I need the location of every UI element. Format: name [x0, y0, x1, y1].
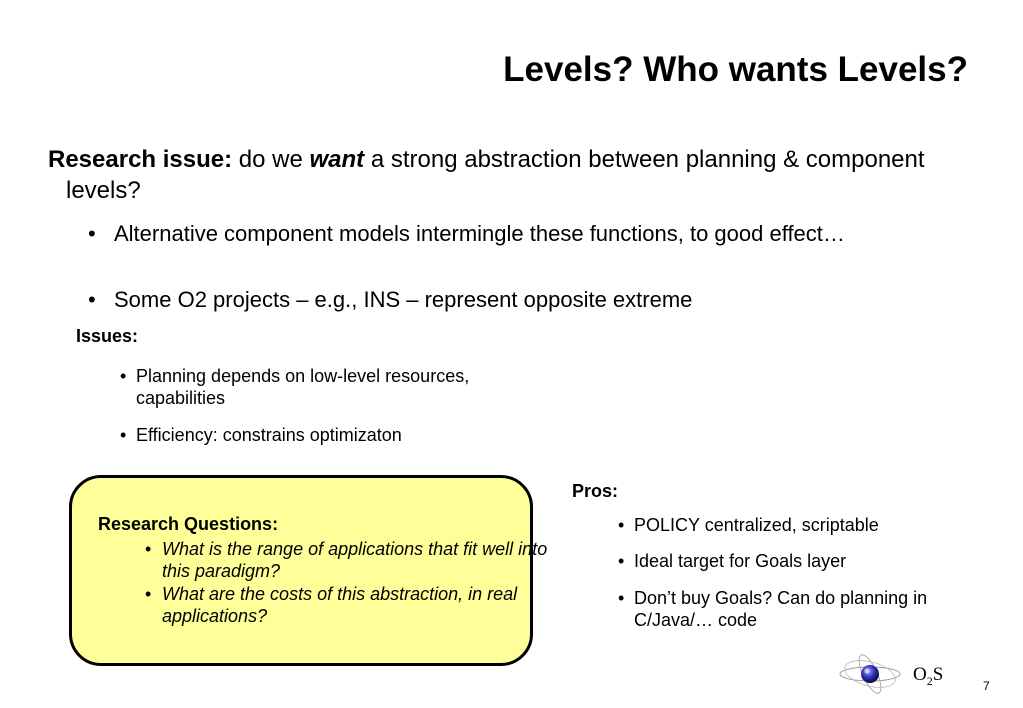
main-bullet [88, 220, 934, 247]
research-question-item [145, 583, 557, 627]
pros-item-text: POLICY centralized, scriptable [634, 515, 879, 535]
orbit-globe-icon [836, 650, 906, 698]
bullet-dot: • [120, 366, 127, 386]
bullet-dot: • [145, 539, 152, 559]
research-issue-emphasis: want [309, 146, 365, 173]
pros-item-text: Don’t buy Goals? Can do planning in C/Java/… code [634, 588, 928, 630]
bullet-dot: • [88, 221, 96, 246]
pros-heading: Pros: [572, 481, 619, 501]
research-questions-heading: Research Questions: [98, 514, 279, 534]
main-bullet [88, 286, 934, 313]
research-issue-text-after: a strong abstraction between planning & component levels? [66, 146, 925, 204]
bullet-dot: • [88, 287, 96, 312]
issue-item [120, 365, 476, 409]
slide-number: 7 [983, 679, 990, 693]
bullet-dot: • [145, 584, 152, 604]
issues-heading: Issues: [76, 326, 139, 346]
issue-item-text: Efficiency: constrains optimizaton [136, 425, 402, 445]
main-bullet-text: Alternative component models intermingle these functions, to good effect… [114, 221, 845, 246]
pros-item-text: Ideal target for Goals layer [634, 551, 847, 571]
o2s-logo-text [913, 664, 943, 689]
research-question-item [145, 538, 557, 582]
research-issue-label: Research issue: [48, 146, 233, 173]
bullet-dot: • [618, 551, 625, 571]
research-question-text: What is the range of applications that fit well into this paradigm? [162, 539, 548, 581]
pros-item [618, 587, 1004, 631]
issue-item-text: Planning depends on low-level resources, capabilities [136, 366, 470, 408]
slide-title: Levels? Who wants Levels? [503, 50, 968, 89]
research-question-text: What are the costs of this abstraction, in real applications? [162, 584, 518, 626]
pros-item [618, 514, 1004, 536]
research-issue [48, 144, 996, 206]
logo-text-o: O [913, 664, 927, 685]
bullet-dot: • [618, 515, 625, 535]
logo-text-subscript: 2 [926, 673, 933, 688]
bullet-dot: • [618, 588, 625, 608]
pros-item [618, 550, 1004, 572]
research-issue-text-before: do we [232, 146, 310, 173]
bullet-dot: • [120, 425, 127, 445]
main-bullet-text: Some O2 projects – e.g., INS – represent opposite extreme [114, 287, 693, 312]
logo-text-s: S [932, 664, 944, 685]
issue-item [120, 424, 476, 446]
